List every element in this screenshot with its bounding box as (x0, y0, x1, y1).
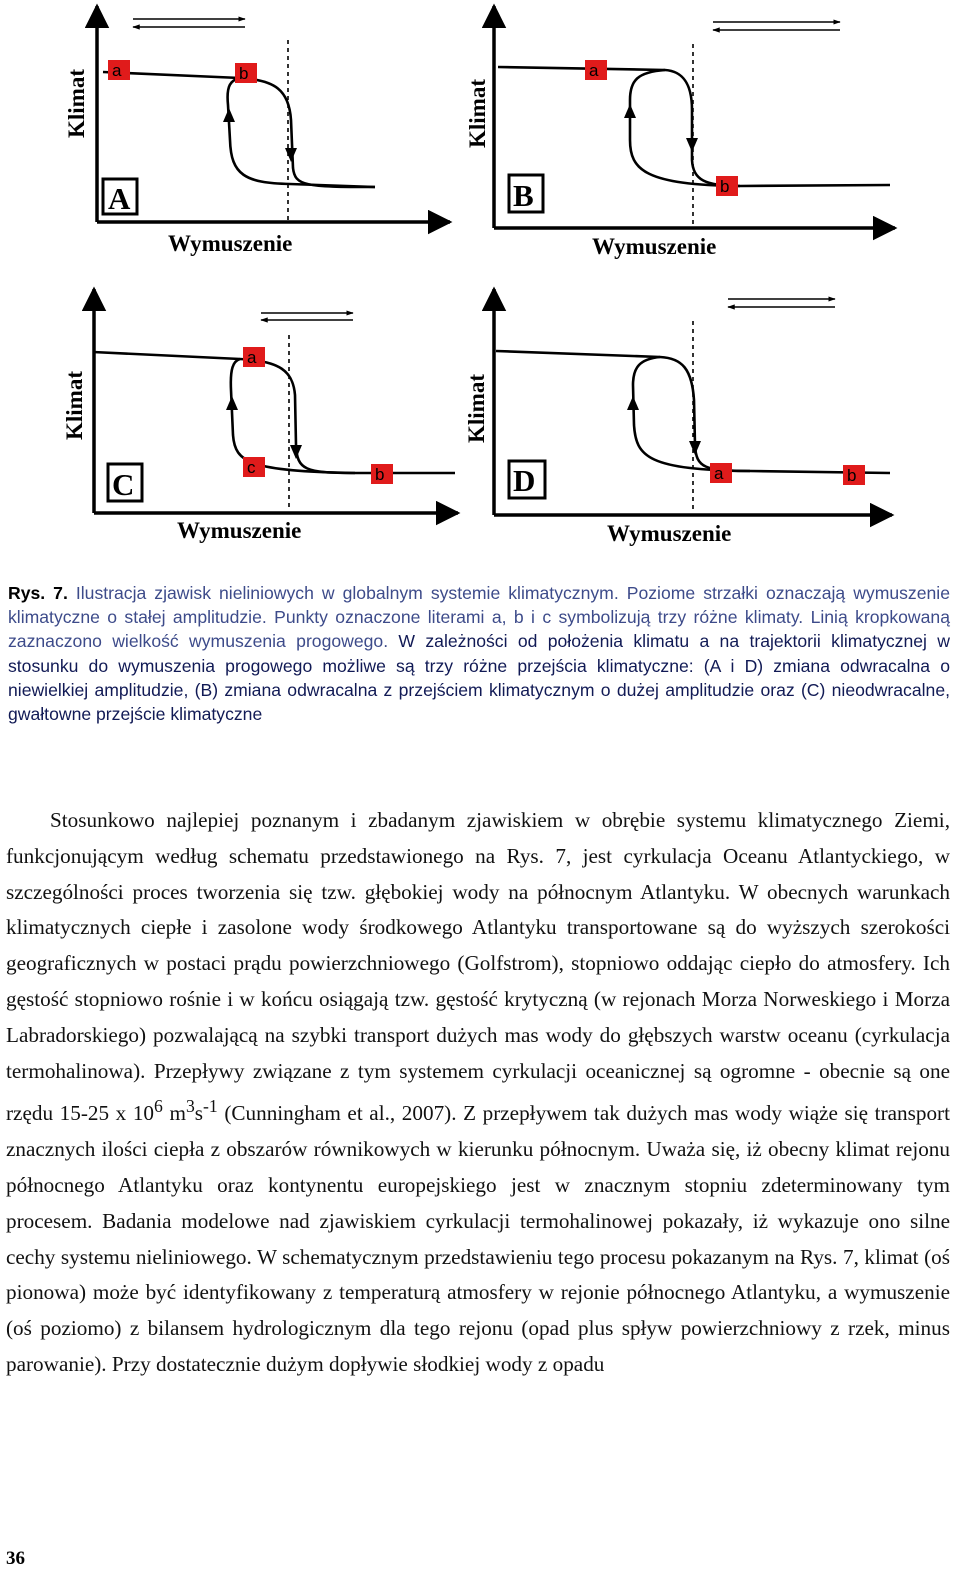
body-text-part4: (Cunningham et al., 2007). Z przepływem tak dużych mas wody wiąże się transport znacznych ilości ciepła z obszarów równikowych w kierunku północnym. Uważa się, iż obecny klimat rejonu północnego Atlantyku oraz kontynentu europejskiego jest w znacznym stopniu zdeterminowany tym procesem. Badania modelowe nad zjawiskiem cyrkulacji termohalinowej pokazały, iż wykazuje ono silne cechy systemu nieliniowego. W schematycznym przedstawieniu tego procesu pokazanym na Rys. 7, klimat (oś pionowa) może być identyfikowany z temperaturą atmosfery w rejonie północnego Atlantyku, a wymuszenie (oś poziomo) z bilansem hydrologicznym dla tego rejonu (opad plus spływ powierzchniowy z rzek, minus parowanie). Przy dostatecznie dużym dopływie słodkiej wody z opadu (6, 1101, 950, 1377)
figure-panel-d (460, 285, 910, 550)
page-number: 36 (6, 1548, 25, 1569)
upper-branch (93, 352, 455, 473)
caption-label: Rys. 7. (8, 583, 68, 603)
arrow-up (226, 396, 238, 410)
panel-letter: A (108, 181, 131, 216)
body-text-part1: Stosunkowo najlepiej poznanym i zbadanym zjawiskiem w obrębie systemu klimatycznego Ziemi, funkcjonującym według schematu przedstawionego na Rys. 7, jest cyrkulacja Oceanu Atlantyckiego, w szczególności proces tworzenia się tzw. głębokiej wody na północnym Atlantyku. W obecnych warunkach klimatycznych ciepłe i zasolone wody środkowego Atlantyku transportowane są do wyższych szerokości geograficznych w postaci prądu powierzchniowego (Golfstrom), stopniowo oddając ciepło do atmosfery. Ich gęstość stopniowo rośnie i w końcu osiągają tzw. gęstość krytyczną (w rejonach Morza Norweskiego i Morza Labradorskiego) pozwalającą na szybki transport dużych mas wody do głębszych warstw oceanu (cyrkulacja termohalinowa). Przepływy związane z tym systemem cyrkulacji oceanicznej są ogromne - obecnie są one rzędu 15-25 x 10 (6, 808, 950, 1126)
panel-b-svg (465, 0, 910, 275)
arrow-up (627, 396, 639, 410)
body-sup-1: 6 (154, 1096, 163, 1117)
panel-letter: D (513, 463, 536, 498)
panel-c-svg (55, 285, 475, 550)
figure-panel-a (55, 0, 455, 270)
body-sup-2: 3 (185, 1096, 195, 1117)
point-b-label: b (239, 64, 249, 83)
body-sup-3: -1 (203, 1096, 218, 1117)
body-text-part3: s (194, 1101, 204, 1126)
body-text-part2: m (162, 1101, 186, 1126)
panel-letter: C (112, 467, 135, 502)
point-c-label: c (247, 458, 256, 477)
point-b-label: b (720, 177, 730, 196)
lower-branch (630, 70, 740, 186)
arrow-up (223, 108, 235, 122)
x-axis-label: Wymuszenie (607, 521, 732, 546)
panel-letter: B (513, 178, 534, 213)
arrow-down (686, 138, 698, 152)
lower-branch (228, 78, 375, 187)
lower-branch (231, 359, 355, 473)
point-a-label: a (714, 464, 724, 483)
x-axis-label: Wymuszenie (177, 518, 302, 543)
panel-d-svg (460, 285, 910, 550)
arrow-down (290, 445, 302, 459)
caption-text-part2: W zależności od położenia klimatu a na trajektorii klimatycznej w stosunku do wymuszenia progowego możliwe są trzy różne przejścia klimatyczne: (A i D) zmiana odwracalna o niewielkiej amplitudzie, (B) zmiana odwracalna z przejściem klimatycznym o dużej amplitudzie oraz (C) nieodwracalne, gwałtowne przejście klimatyczne (8, 631, 950, 725)
point-a-label: a (112, 61, 122, 80)
y-axis-label: Klimat (64, 69, 89, 138)
y-axis-label: Klimat (464, 374, 489, 443)
x-axis-label: Wymuszenie (592, 234, 717, 259)
arrow-down (285, 148, 297, 162)
y-axis-label: Klimat (62, 371, 87, 440)
panel-a-svg (55, 0, 455, 270)
y-axis-label: Klimat (465, 79, 490, 148)
figure-caption (8, 581, 950, 726)
arrow-up (624, 104, 636, 118)
lower-branch (633, 357, 750, 471)
point-a-label: a (247, 348, 257, 367)
point-b-label: b (375, 465, 385, 484)
x-axis-label: Wymuszenie (168, 231, 293, 256)
caption-text-part1: Ilustracja zjawisk nieliniowych w globalnym systemie klimatycznym. Poziome strzałki oznaczają wymuszenie klimatyczne o stałej amplitudzie. Punkty oznaczone literami a, b i c symbolizują trzy różne klimaty. Linią kropkowaną zaznaczono wielkość wymuszenia progowego. (8, 583, 950, 652)
arrow-down (689, 441, 701, 455)
point-a-label: a (589, 61, 599, 80)
upper-branch (498, 67, 890, 186)
figure-panel-c (55, 285, 475, 550)
body-paragraph (6, 803, 950, 1383)
figure-panel-b (465, 0, 910, 275)
point-b-label: b (847, 466, 857, 485)
